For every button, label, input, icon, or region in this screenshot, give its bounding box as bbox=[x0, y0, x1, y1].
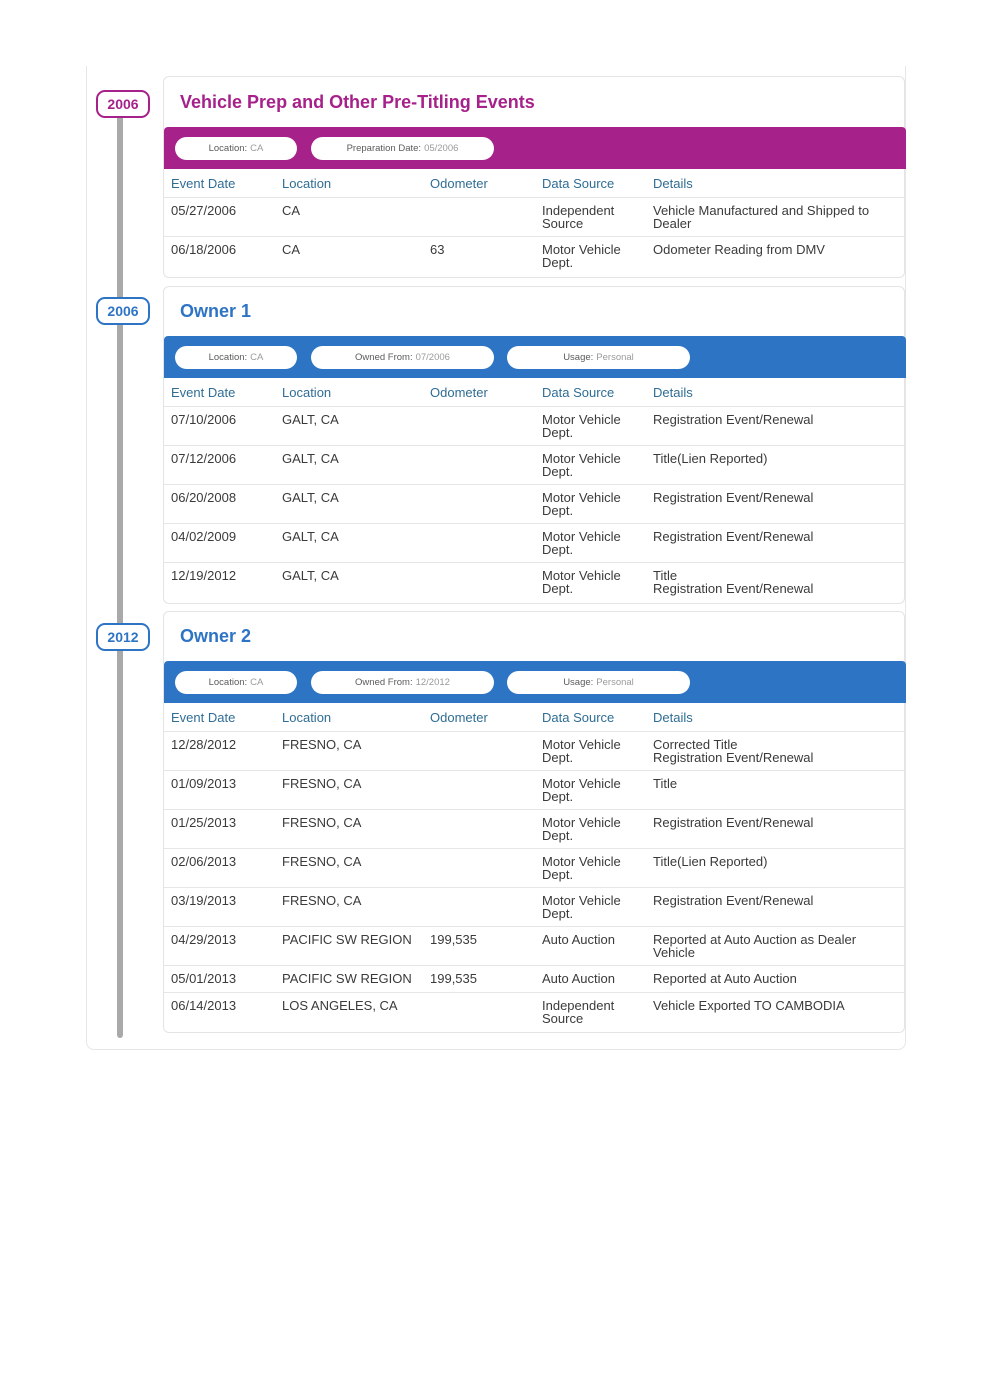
cell-location: GALT, CA bbox=[282, 568, 339, 583]
cell-event-date: 12/19/2012 bbox=[171, 568, 237, 583]
cell-data-source: Motor Vehicle Dept. bbox=[542, 568, 621, 596]
cell-data-source: Auto Auction bbox=[542, 932, 615, 947]
cell-details: Registration Event/Renewal bbox=[653, 490, 814, 505]
cell-event-date: 06/20/2008 bbox=[171, 490, 237, 505]
chip-value: Personal bbox=[596, 677, 634, 688]
cell-data-source: Motor Vehicle Dept. bbox=[542, 490, 621, 518]
column-header-event-date: Event Date bbox=[171, 176, 236, 191]
cell-location: FRESNO, CA bbox=[282, 815, 362, 830]
summary-band bbox=[164, 336, 906, 378]
chip-value: 07/2006 bbox=[415, 352, 450, 363]
cell-location: CA bbox=[282, 242, 301, 257]
cell-data-source: Motor Vehicle Dept. bbox=[542, 893, 621, 921]
chip-label: Preparation Date: bbox=[346, 143, 422, 154]
section-card-owner-1 bbox=[163, 286, 905, 604]
table-row bbox=[164, 810, 906, 849]
summary-chip-owned-from bbox=[311, 671, 494, 694]
cell-event-date: 05/01/2013 bbox=[171, 971, 237, 986]
cell-data-source: Motor Vehicle Dept. bbox=[542, 854, 621, 882]
cell-location: CA bbox=[282, 203, 301, 218]
cell-location: GALT, CA bbox=[282, 451, 339, 466]
table-row bbox=[164, 888, 906, 927]
cell-details: Title Registration Event/Renewal bbox=[653, 568, 814, 596]
summary-chip-location bbox=[175, 137, 297, 160]
table-row bbox=[164, 993, 906, 1032]
cell-data-source: Auto Auction bbox=[542, 971, 615, 986]
table-row bbox=[164, 485, 906, 524]
cell-data-source: Independent Source bbox=[542, 203, 615, 231]
column-header-event-date: Event Date bbox=[171, 710, 236, 725]
timeline-rail bbox=[117, 110, 123, 1038]
section-card-owner-2 bbox=[163, 611, 905, 1033]
column-header-location: Location bbox=[282, 385, 332, 400]
cell-details: Registration Event/Renewal bbox=[653, 815, 814, 830]
chip-value: Personal bbox=[596, 352, 634, 363]
cell-data-source: Independent Source bbox=[542, 998, 615, 1026]
cell-event-date: 06/18/2006 bbox=[171, 242, 237, 257]
column-header-details: Details bbox=[653, 710, 693, 725]
table-row bbox=[164, 407, 906, 446]
cell-event-date: 04/02/2009 bbox=[171, 529, 237, 544]
cell-location: GALT, CA bbox=[282, 529, 339, 544]
table-row bbox=[164, 198, 906, 237]
cell-data-source: Motor Vehicle Dept. bbox=[542, 529, 621, 557]
column-header-location: Location bbox=[282, 710, 332, 725]
summary-chip-usage bbox=[507, 671, 690, 694]
cell-event-date: 07/10/2006 bbox=[171, 412, 237, 427]
chip-label: Location: bbox=[208, 143, 248, 154]
cell-data-source: Motor Vehicle Dept. bbox=[542, 242, 621, 270]
cell-event-date: 12/28/2012 bbox=[171, 737, 237, 752]
section-title: Owner 1 bbox=[180, 301, 252, 321]
column-header-odometer: Odometer bbox=[430, 176, 488, 191]
summary-chip-owned-from bbox=[311, 346, 494, 369]
year-badge: 2012 bbox=[96, 623, 150, 651]
cell-data-source: Motor Vehicle Dept. bbox=[542, 737, 621, 765]
column-header-data-source: Data Source bbox=[542, 710, 615, 725]
year-badge: 2006 bbox=[96, 90, 150, 118]
chip-label: Owned From: bbox=[355, 677, 413, 688]
table-header bbox=[164, 378, 906, 407]
table-row bbox=[164, 771, 906, 810]
column-header-location: Location bbox=[282, 176, 332, 191]
cell-odometer: 63 bbox=[430, 242, 445, 257]
table-header bbox=[164, 703, 906, 732]
cell-details: Title(Lien Reported) bbox=[653, 854, 768, 869]
section-title: Vehicle Prep and Other Pre-Titling Events bbox=[180, 92, 535, 112]
summary-chip-location bbox=[175, 346, 297, 369]
cell-details: Registration Event/Renewal bbox=[653, 893, 814, 908]
cell-details: Registration Event/Renewal bbox=[653, 529, 814, 544]
table-row bbox=[164, 966, 906, 993]
table-header bbox=[164, 169, 906, 198]
cell-data-source: Motor Vehicle Dept. bbox=[542, 451, 621, 479]
cell-location: FRESNO, CA bbox=[282, 854, 362, 869]
cell-event-date: 05/27/2006 bbox=[171, 203, 237, 218]
cell-details: Reported at Auto Auction as Dealer Vehicle bbox=[653, 932, 857, 960]
column-header-details: Details bbox=[653, 176, 693, 191]
events-table bbox=[164, 378, 906, 602]
cell-data-source: Motor Vehicle Dept. bbox=[542, 776, 621, 804]
cell-details: Vehicle Exported TO CAMBODIA bbox=[653, 998, 845, 1013]
cell-event-date: 01/09/2013 bbox=[171, 776, 237, 791]
column-header-odometer: Odometer bbox=[430, 710, 488, 725]
table-row bbox=[164, 927, 906, 966]
cell-location: PACIFIC SW REGION bbox=[282, 971, 412, 986]
column-header-data-source: Data Source bbox=[542, 385, 615, 400]
cell-details: Title bbox=[653, 776, 678, 791]
table-row bbox=[164, 849, 906, 888]
cell-location: PACIFIC SW REGION bbox=[282, 932, 412, 947]
chip-label: Location: bbox=[208, 677, 248, 688]
cell-data-source: Motor Vehicle Dept. bbox=[542, 412, 621, 440]
chip-label: Usage: bbox=[563, 352, 594, 363]
section-title: Owner 2 bbox=[180, 626, 252, 646]
summary-chip-location bbox=[175, 671, 297, 694]
table-row bbox=[164, 237, 906, 276]
table-row bbox=[164, 732, 906, 771]
chip-label: Location: bbox=[208, 352, 248, 363]
chip-label: Owned From: bbox=[355, 352, 413, 363]
chip-value: CA bbox=[250, 677, 264, 688]
year-badge: 2006 bbox=[96, 297, 150, 325]
section-card-vehicle-prep-and-other-pre-titling-events bbox=[163, 76, 905, 278]
cell-event-date: 06/14/2013 bbox=[171, 998, 237, 1013]
cell-details: Title(Lien Reported) bbox=[653, 451, 768, 466]
events-table bbox=[164, 703, 906, 1032]
table-row bbox=[164, 563, 906, 602]
cell-event-date: 04/29/2013 bbox=[171, 932, 237, 947]
column-header-odometer: Odometer bbox=[430, 385, 488, 400]
events-table bbox=[164, 169, 906, 276]
chip-value: CA bbox=[250, 143, 264, 154]
cell-odometer: 199,535 bbox=[430, 932, 477, 947]
cell-location: GALT, CA bbox=[282, 412, 339, 427]
cell-event-date: 03/19/2013 bbox=[171, 893, 237, 908]
column-header-data-source: Data Source bbox=[542, 176, 615, 191]
cell-details: Registration Event/Renewal bbox=[653, 412, 814, 427]
column-header-details: Details bbox=[653, 385, 693, 400]
cell-data-source: Motor Vehicle Dept. bbox=[542, 815, 621, 843]
cell-location: LOS ANGELES, CA bbox=[282, 998, 398, 1013]
cell-location: FRESNO, CA bbox=[282, 893, 362, 908]
cell-location: FRESNO, CA bbox=[282, 776, 362, 791]
summary-band bbox=[164, 661, 906, 703]
table-row bbox=[164, 524, 906, 563]
cell-event-date: 07/12/2006 bbox=[171, 451, 237, 466]
chip-label: Usage: bbox=[563, 677, 594, 688]
cell-details: Reported at Auto Auction bbox=[653, 971, 797, 986]
cell-location: GALT, CA bbox=[282, 490, 339, 505]
summary-chip-usage bbox=[507, 346, 690, 369]
cell-details: Corrected Title Registration Event/Renewal bbox=[653, 737, 814, 765]
summary-chip-preparation-date bbox=[311, 137, 494, 160]
chip-value: 05/2006 bbox=[424, 143, 459, 154]
chip-value: CA bbox=[250, 352, 264, 363]
cell-event-date: 01/25/2013 bbox=[171, 815, 237, 830]
cell-odometer: 199,535 bbox=[430, 971, 477, 986]
summary-band bbox=[164, 127, 906, 169]
cell-event-date: 02/06/2013 bbox=[171, 854, 237, 869]
cell-details: Vehicle Manufactured and Shipped to Dealer bbox=[653, 203, 870, 231]
table-row bbox=[164, 446, 906, 485]
cell-location: FRESNO, CA bbox=[282, 737, 362, 752]
column-header-event-date: Event Date bbox=[171, 385, 236, 400]
chip-value: 12/2012 bbox=[415, 677, 450, 688]
cell-details: Odometer Reading from DMV bbox=[653, 242, 825, 257]
